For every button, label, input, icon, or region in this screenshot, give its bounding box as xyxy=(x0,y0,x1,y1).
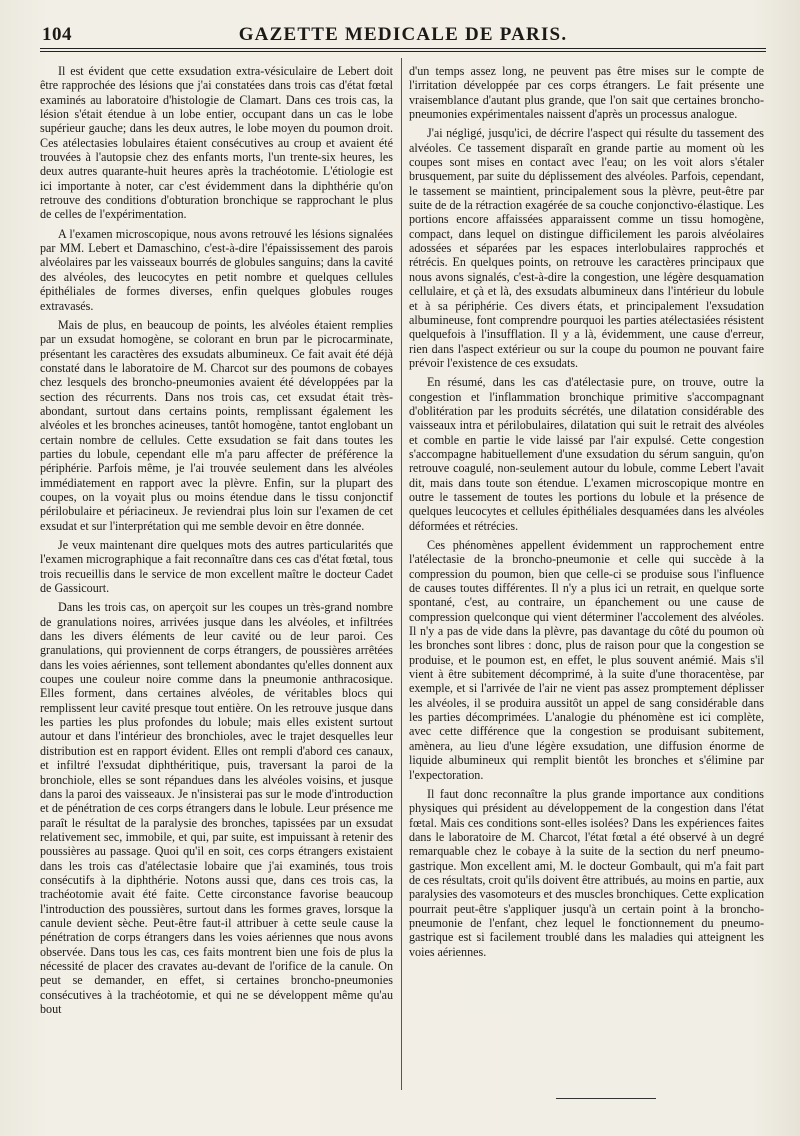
paragraph: Ces phénomènes appellent évidemment un rapprochement entre l'atélectasie de la broncho-pneumonie et celle qui succède à la compression du poumon, bien que celle-ci se produise sous l'influence de causes toutes différentes. Il n'y a plus ici un retrait, en quelque sorte spontané, c'est, au contraire, un épanchement ou une cause de compression quelconque qui vient déterminer l'accolement des alvéoles. Il n'y a pas de vide dans la plèvre, pas davantage du côté du poumon où les bronches sont libres : donc, plus de raison pour que la congestion se produise, et le poumon est, en effet, le plus souvent anémié. Mais s'il vient à être subitement décomprimé, à la suite d'une thoracentèse, par exemple, et si l'arrivée de l'air ne vient pas assez promptement déplisser les alvéoles, il se produira aussitôt un appel de sang considérable dans les parties décomprimées. L'analogie du phénomène est ici complète, avec cette différence que la congestion se produisant subitement, amènera, au lieu d'une légère exsudation, une diffusion énorme de liquide albumineux qui remplit bientôt les bronches et s'élimine par l'expectoration. xyxy=(409,538,764,782)
header-rule-thick xyxy=(40,48,766,49)
paragraph: Mais de plus, en beaucoup de points, les alvéoles étaient remplies par un exsudat homogène, se colorant en brun par le picrocarminate, présentant les caractères des exsudats albumineux. Ce fait avait été déjà constaté dans le laboratoire de M. Charcot sur des poumons de cobayes chez lesquels des broncho-pneumonies avaient été développées par la section des récurrents. Dans nos trois cas, cet exsudat était très-abondant, surtout dans certains points, remplissant également les alvéoles et les bronches acineuses, tantôt homogène, tantot englobant un certain nombre de cellules. Cette exsudation se fait dans toutes les parties du lobule, cependant elle m'a paru affecter de préférence la périphérie. Parfois même, je l'ai trouvée seulement dans les alvéoles immédiatement en rapport avec la plèvre. Enfin, sur la plupart des coupes, on la voyait plus ou moins étendue dans le tissu conjonctif périlobulaire et périacineux. Je reviendrai plus loin sur l'examen de cet exsudat et sur l'interprétation qui me semble devoir en être donnée. xyxy=(40,317,393,533)
page-number: 104 xyxy=(42,24,72,45)
left-column xyxy=(40,64,393,1021)
column-separator xyxy=(401,58,402,1090)
paragraph: En résumé, dans les cas d'atélectasie pure, on trouve, outre la congestion et l'inflammation bronchique primitive s'accompagnant d'oblitération par les produits sécrétés, une dilatation considérable des vaisseaux intra et périlobulaires, dilatation qui suit le retrait des alvéoles et comble en partie le vide laissé par l'air expulsé. Cette congestion s'accompagne habituellement d'une exsudation du sérum sanguin, qu'on retrouve coagulé, non-seulement autour du lobule, comme Lebert l'avait dit, mais dans toute son étendue. L'examen microscopique montre en outre le tassement de toutes les portions du lobule et la présence de quelques leucocytes et cellules épithéliales desquamées dans les alvéoles déformées et rétrécies. xyxy=(409,375,764,533)
paragraph: A l'examen microscopique, nous avons retrouvé les lésions signalées par MM. Lebert et Damaschino, c'est-à-dire l'épaississement des parois alvéolaires par les vaisseaux bourrés de globules sanguins; dans la cavité des alvéoles, des leucocytes en petit nombre et quelques cellules épithéliales de formes diverses, enfin quelques globules rouges extravasés. xyxy=(40,226,393,313)
end-rule xyxy=(556,1098,656,1099)
paragraph: J'ai négligé, jusqu'ici, de décrire l'aspect qui résulte du tassement des alvéoles. Ce tassement disparaît en grande partie au moment où les coupes sont mises en contact avec l'eau; on les voit alors s'étaler brusquement, par suite du déplissement des alvéoles. Parfois, cependant, le tassement se maintient, principalement sous la plèvre, peut-être par suite de de la rétraction exagérée de sa couche conjonctivo-élastique. Les portions encore affaissées apparaissent comme un tissu homogène, compact, dans lequel on distingue difficilement les parois alvéolaires adossées et séparées par les espaces interlobulaires rapprochés et rétrécis. En quelques points, on retrouve les caractères principaux que nous avons signalés, c'est-à-dire la congestion, une légère desquamation cellulaire, et çà et là, des exsudats albumineux dans l'intérieur du lobule et à sa périphérie. Ces divers états, et principalement l'exsudation albumineuse, font comprendre pourquoi les parties atélectasiées résistent quelquefois à l'insufflation. Il y a là, évidemment, une cause d'erreur, rien dans l'aspect extérieur ou sur la coupe du poumon ne pouvant faire prévoir l'existence de ces exsudats. xyxy=(409,126,764,370)
paragraph: d'un temps assez long, ne peuvent pas être mises sur le compte de l'irritation développée par ces corps étrangers. Le fait présente une vraisemblance d'autant plus grande, que l'on sait que certaines broncho-pneumonies expérimentales naissent d'après un processus analogue. xyxy=(409,64,764,122)
paragraph: Il est évident que cette exsudation extra-vésiculaire de Lebert doit être rapprochée des lésions que j'ai constatées dans trois cas d'état fœtal examinés au laboratoire d'histologie de Clamart. Dans ces trois cas, la lésion s'était étendue à un lobe entier, occupant dans un cas le lobe supérieur gauche; dans les deux autres, le lobe moyen du poumon droit. Ces atélectasies lobulaires étaient consécutives au croup et avaient été trouvées à l'autopsie chez des enfants morts, l'un trente-six heures, les deux autres quarante-huit heures après la trachéotomie. L'étiologie est ici importante à noter, car c'est évidemment dans la diphthérie qu'on retrouve des conditions d'obturation bronchique se rapprochant le plus de celles de l'expérimentation. xyxy=(40,64,393,222)
paragraph: Il faut donc reconnaître la plus grande importance aux conditions physiques qui président au développement de la congestion dans l'état fœtal. Mais ces conditions sont-elles isolées? Dans les expériences faites dans le laboratoire de M. Charcot, l'état fœtal a été observé à un degré remarquable chez le cobaye à la suite de la section du nerf pneumo-gastrique. Mon excellent ami, M. le docteur Gombault, qui m'a fait part de ces résultats, croit qu'ils doivent être attribués, au moins en partie, aux paralysies des vasomoteurs et des muscles bronchiques. Cette explication pourrait peut-être s'appliquer jusqu'à un certain point à la broncho-pneumonie de l'enfant, chez lequel le fonctionnement du pneumo-gastrique est si facilement troublé dans les maladies qui atteignent les voies aériennes. xyxy=(409,786,764,959)
header-rule-thin xyxy=(40,51,766,52)
paragraph: Dans les trois cas, on aperçoit sur les coupes un très-grand nombre de granulations noires, arrivées jusque dans les alvéoles, et infiltrées dans les divers éléments de leur cavité ou de leur paroi. Ces granulations, qui proviennent de corps étrangers, de poussières arrêtées dans les voies aériennes, sont tellement abondantes qu'elles donnent aux coupes une couleur noire comme dans la pneumonie anthracosique. Elles forment, dans certaines alvéoles, de véritables blocs qui remplissent leur cavité presque tout entière. On les retrouve jusque dans les parties les plus profondes du lobule; mais elles existent surtout autour et dans l'intérieur des bronchioles, avec le trajet desquelles leur distribution est en rapport évident. Elles ont rempli d'abord ces canaux, et infiltré l'exsudat diphthéritique, puis, traversant la paroi de la bronchiole, elles se sont répandues dans les alvéoles voisins, et jusque dans la paroi des vaisseaux. Je n'insisterai pas sur le mode d'introduction et de pénétration de ces corps étrangers dans le lobule. Leur présence me paraît le résultat de la paralysie des bronches, tapissées par un exsudat relativement sec, immobile, et qui, par suite, est impuissant à retenir des poussières au passage. Quoi qu'il en soit, ces corps étrangers existaient dans les trois cas d'atélectasie lobaire que j'ai examinés, tous trois consécutifs à la diphthérie. Notons aussi que, dans ces trois cas, la trachéotomie avait été faite. Cette circonstance favorise beaucoup l'introduction des poussières, surtout dans les formes graves, lorsque la canule devient sèche. Peut-être faut-il attribuer à cette seule cause la pénétration de corps étrangers dans les voies aériennes que nous avons observée. Dans tous les cas, ces faits montrent bien une fois de plus la nécessité de placer des cravates au-devant de l'orifice de la canule. On peut se demander, en effet, si certaines broncho-pneumonies consécutives à la trachéotomie, et qui ne se développent même qu'au bout xyxy=(40,600,393,1016)
paragraph: Je veux maintenant dire quelques mots des autres particularités que l'examen micrographique a fait reconnaître dans ces cas d'état fœtal, tous trois recueillis dans le service de mon excellent maître le docteur Cadet de Gassicourt. xyxy=(40,538,393,596)
right-column xyxy=(409,64,764,964)
page-header xyxy=(40,20,766,50)
journal-title: GAZETTE MEDICALE DE PARIS. xyxy=(238,24,568,45)
